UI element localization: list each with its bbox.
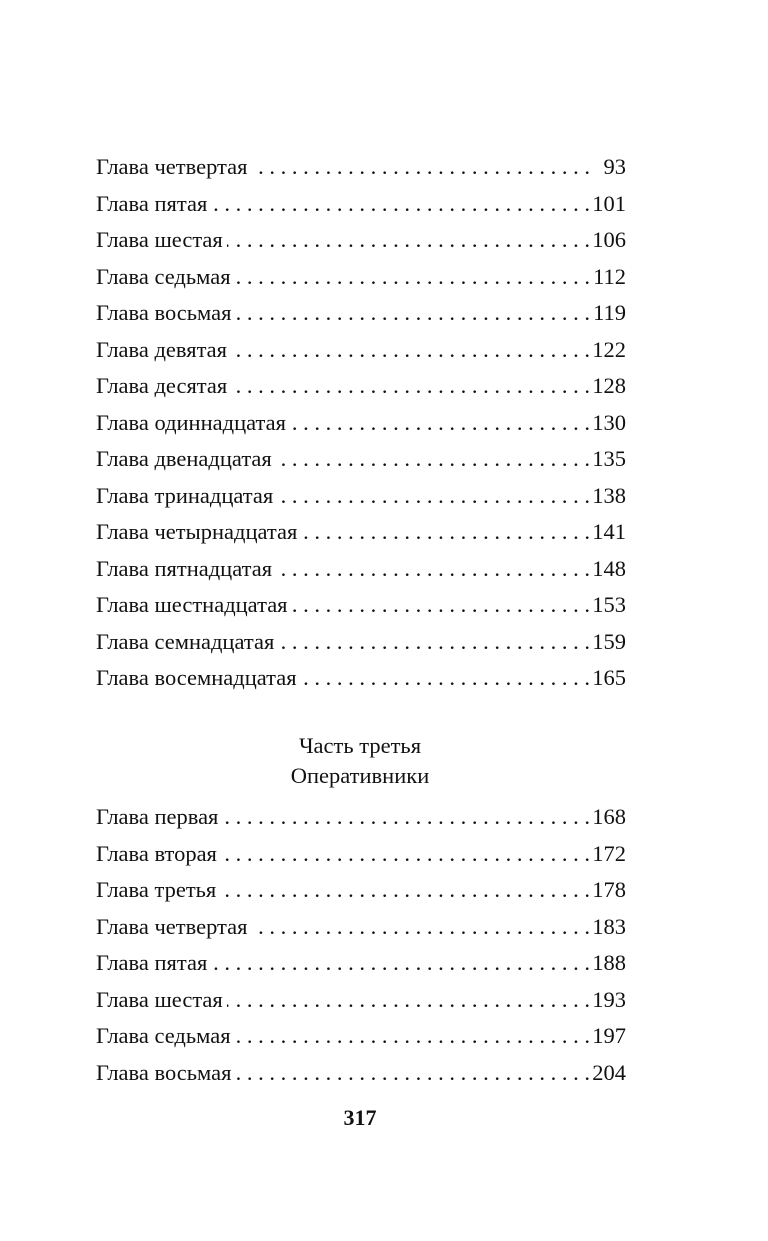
toc-entry-title: Глава семнадцатая — [96, 628, 275, 654]
part-three-label: Часть третья — [298, 733, 422, 758]
toc-entry-page: 122 — [592, 336, 626, 362]
toc-entry-title: Глава четвертая — [96, 913, 248, 939]
toc-entry-page: 153 — [592, 592, 626, 617]
dot-leader — [235, 1057, 590, 1089]
toc-entry-page: 101 — [592, 190, 626, 216]
dot-leader — [227, 984, 590, 1016]
dot-leader — [301, 516, 590, 548]
toc-list-part-three — [96, 801, 626, 1093]
toc-entry-title: Глава девятая — [96, 336, 228, 362]
toc-entry — [96, 151, 626, 188]
toc-entry — [96, 188, 626, 225]
toc-entry-title: Глава десятая — [96, 373, 228, 398]
dot-leader — [235, 1020, 590, 1052]
toc-entry-page: 193 — [592, 986, 626, 1012]
toc-entry-page: 93 — [603, 154, 626, 179]
toc-entry-page: 138 — [592, 482, 626, 508]
toc-entry — [96, 443, 626, 480]
dot-leader — [251, 151, 590, 183]
dot-leader — [222, 801, 590, 833]
toc-entry-page: 128 — [592, 373, 626, 398]
toc-entry-title: Глава вторая — [96, 840, 217, 866]
toc-entry-title: Глава одиннадцатая — [96, 409, 286, 435]
toc-entry — [96, 911, 626, 948]
toc-entry-page: 188 — [592, 950, 626, 975]
dot-leader — [292, 589, 590, 621]
dot-leader — [220, 874, 590, 906]
toc-entry-title: Глава шестнадцатая — [96, 592, 288, 617]
toc-entry-title: Глава седьмая — [96, 1023, 231, 1048]
toc-entry-title: Глава двенадцатая — [96, 446, 272, 471]
toc-entry — [96, 589, 626, 626]
toc-entry-title: Глава шестая — [96, 986, 223, 1012]
page-number: 317 — [343, 1105, 377, 1130]
toc-list-part-two — [96, 151, 626, 699]
dot-leader — [221, 838, 590, 870]
toc-entry — [96, 662, 626, 699]
dot-leader — [277, 480, 590, 512]
toc-entry-title: Глава восьмая — [96, 300, 232, 325]
toc-entry — [96, 947, 626, 984]
toc-entry — [96, 261, 626, 298]
toc-entry-page: 112 — [593, 263, 626, 289]
toc-entry-page: 197 — [592, 1023, 626, 1048]
toc-entry — [96, 370, 626, 407]
toc-entry — [96, 480, 626, 517]
toc-entry-page: 178 — [592, 877, 626, 902]
toc-entry-page: 106 — [592, 227, 626, 252]
dot-leader — [251, 911, 590, 943]
toc-entry — [96, 334, 626, 371]
toc-entry-title: Глава четырнадцатая — [96, 519, 298, 544]
toc-entry-title: Глава седьмая — [96, 263, 231, 289]
toc-entry — [96, 801, 626, 838]
toc-entry-page: 141 — [592, 519, 626, 544]
toc-entry-page: 135 — [592, 446, 626, 471]
toc-entry — [96, 1020, 626, 1057]
toc-entry-title: Глава пятнадцатая — [96, 555, 273, 581]
toc-entry — [96, 224, 626, 261]
toc-entry-title: Глава шестая — [96, 227, 223, 252]
dot-leader — [211, 188, 590, 220]
toc-entry-page: 172 — [592, 840, 626, 866]
dot-leader — [235, 261, 590, 293]
toc-entry — [96, 838, 626, 875]
toc-entry-page: 130 — [592, 409, 626, 435]
dot-leader — [231, 370, 590, 402]
dot-leader — [276, 443, 590, 475]
toc-entry-page: 183 — [592, 913, 626, 939]
toc-entry — [96, 1057, 626, 1094]
toc-entry — [96, 516, 626, 553]
dot-leader — [301, 662, 590, 694]
toc-entry — [96, 407, 626, 444]
part-three-title: Оперативники — [290, 763, 430, 788]
toc-entry-title: Глава пятая — [96, 190, 208, 216]
toc-entry-title: Глава четвертая — [96, 154, 248, 179]
dot-leader — [231, 334, 590, 366]
dot-leader — [278, 626, 590, 658]
toc-entry-page: 168 — [592, 804, 626, 829]
toc-entry-title: Глава пятая — [96, 950, 208, 975]
dot-leader — [235, 297, 590, 329]
toc-entry — [96, 874, 626, 911]
toc-entry — [96, 553, 626, 590]
toc-entry-title: Глава восемнадцатая — [96, 665, 297, 690]
toc-entry-page: 165 — [592, 665, 626, 690]
dot-leader — [227, 224, 590, 256]
toc-entry-page: 204 — [592, 1059, 626, 1085]
toc-entry-title: Глава третья — [96, 877, 217, 902]
toc-entry-title: Глава первая — [96, 804, 219, 829]
toc-entry — [96, 297, 626, 334]
dot-leader — [211, 947, 590, 979]
toc-entry-page: 119 — [593, 300, 626, 325]
dot-leader — [290, 407, 590, 439]
toc-entry — [96, 984, 626, 1021]
toc-entry-title: Глава тринадцатая — [96, 482, 274, 508]
toc-entry-title: Глава восьмая — [96, 1059, 232, 1085]
toc-entry-page: 159 — [592, 628, 626, 654]
dot-leader — [276, 553, 590, 585]
toc-entry-page: 148 — [592, 555, 626, 581]
toc-entry — [96, 626, 626, 663]
